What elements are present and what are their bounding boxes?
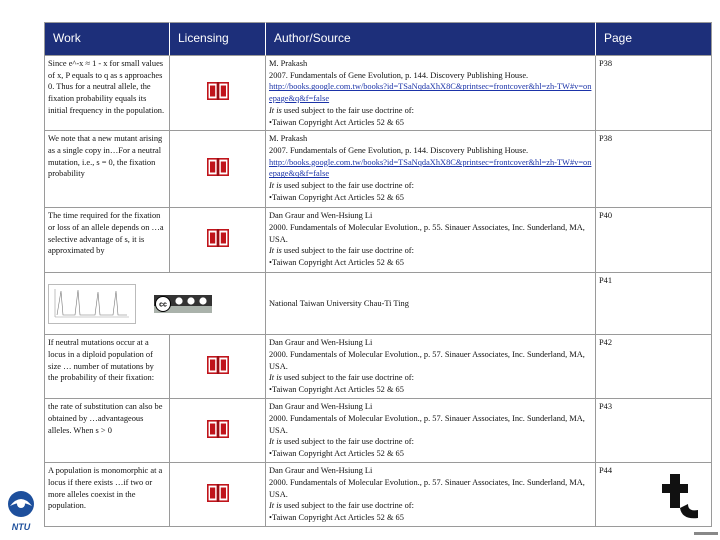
page-cell: P40 — [596, 208, 712, 273]
source-citation: 2000. Fundamentals of Molecular Evolution., p. 57. Sinauer Associates, Inc. Sunderland, MA, USA. — [269, 413, 585, 435]
source-citation: 2000. Fundamentals of Molecular Evolution., p. 55. Sinauer Associates, Inc. Sunderland, MA, USA. — [269, 222, 585, 244]
work-cell: the rate of substitution can also be obtained by …advantageous alleles. When s > 0 — [44, 399, 170, 463]
table-row — [44, 463, 712, 527]
attribution-table — [44, 22, 712, 527]
author-name: National Taiwan University Chau-Ti Ting — [269, 298, 409, 308]
work-cell: A population is monomorphic at a locus if there exists …if two or more alleles coexist in the population. — [44, 463, 170, 527]
work-cell: If neutral mutations occur at a locus in a diploid population of size … number of mutations by the probability of their fixation: — [44, 335, 170, 399]
licensing-cell — [170, 399, 266, 463]
source-citation: 2007. Fundamentals of Gene Evolution, p. 144. Discovery Publishing House. — [269, 145, 529, 155]
fair-use-note-italic: It is — [269, 181, 282, 191]
page-cell: P43 — [596, 399, 712, 463]
work-cell: We note that a new mutant arising as a single copy in…For a neutral mutation, i.e., s = 0, the fixation probability — [44, 131, 170, 208]
work-thumbnail-cell — [44, 273, 266, 335]
fair-use-note — [269, 372, 592, 384]
fair-use-note-text: used subject to the fair use doctrine of: — [281, 246, 414, 256]
svg-text:cc: cc — [159, 301, 167, 309]
author-source-cell — [266, 273, 596, 335]
work-cell: The time required for the fixation or loss of an allele depends on …a selective advantage of s, it is approximated by — [44, 208, 170, 273]
fair-use-note-italic: It is — [269, 105, 282, 115]
figure-thumbnail — [48, 284, 136, 324]
author-name: Dan Graur and Wen-Hsiung Li — [269, 338, 373, 348]
licensing-cell — [170, 335, 266, 399]
fair-use-note-text: used subject to the fair use doctrine of: — [281, 437, 414, 447]
fair-use-note-italic: It is — [269, 246, 282, 256]
fair-use-book-icon — [207, 420, 229, 438]
ntu-logo-icon — [2, 488, 40, 536]
page-cell: P44 — [596, 463, 712, 527]
table-header-row — [44, 22, 712, 56]
source-citation: 2000. Fundamentals of Molecular Evolution., p. 57. Sinauer Associates, Inc. Sunderland, MA, USA. — [269, 349, 585, 371]
author-source-cell — [266, 56, 596, 131]
header-page: Page — [596, 22, 712, 56]
author-name: Dan Graur and Wen-Hsiung Li — [269, 466, 373, 476]
copyright-law: •Taiwan Copyright Act Articles 52 & 65 — [269, 192, 404, 202]
fair-use-note-text: used subject to the fair use doctrine of: — [281, 501, 414, 511]
author-source-cell — [266, 399, 596, 463]
source-link[interactable]: http://books.google.com.tw/books?id=TSaNqdaXhX8C&printsec=frontcover&hl=zh-TW#v=onepage&q&f=false — [269, 82, 592, 104]
fair-use-note-text: used subject to the fair use doctrine of: — [281, 373, 414, 383]
fair-use-note-text: used subject to the fair use doctrine of: — [281, 181, 414, 191]
fair-use-book-icon — [207, 356, 229, 374]
licensing-cell — [170, 131, 266, 208]
header-work: Work — [44, 22, 170, 56]
header-author-source: Author/Source — [266, 22, 596, 56]
fair-use-note-italic: It is — [269, 373, 282, 383]
author-name: M. Prakash — [269, 59, 308, 68]
fair-use-book-icon — [207, 158, 229, 176]
page-cell: P38 — [596, 56, 712, 131]
table-row — [44, 208, 712, 273]
ntu-logo-text: NTU — [11, 522, 31, 532]
table-row — [44, 335, 712, 399]
licensing-cell — [170, 463, 266, 527]
ocw-logo-icon — [660, 470, 720, 540]
page-cell: P38 — [596, 131, 712, 208]
source-citation: 2000. Fundamentals of Molecular Evolution., p. 57. Sinauer Associates, Inc. Sunderland, MA, USA. — [269, 477, 585, 499]
licensing-cell — [170, 208, 266, 273]
author-name: Dan Graur and Wen-Hsiung Li — [269, 402, 373, 412]
work-cell: Since e^-x ≈ 1 - x for small values of x, P equals to q as s approaches 0. Thus for a neutral allele, the fixation probability equals its initial frequency in the population. — [44, 56, 170, 131]
table-row — [44, 399, 712, 463]
fair-use-note-text: used subject to the fair use doctrine of: — [281, 105, 414, 115]
source-link[interactable]: http://books.google.com.tw/books?id=TSaNqdaXhX8C&printsec=frontcover&hl=zh-TW#v=onepage&q&f=false — [269, 157, 592, 179]
copyright-law: •Taiwan Copyright Act Articles 52 & 65 — [269, 449, 404, 459]
fair-use-book-icon — [207, 484, 229, 502]
table-row — [44, 273, 712, 335]
fair-use-note-italic: It is — [269, 437, 282, 447]
fair-use-book-icon — [207, 229, 229, 247]
author-source-cell — [266, 208, 596, 273]
source-citation: 2007. Fundamentals of Gene Evolution, p. 144. Discovery Publishing House. — [269, 70, 529, 80]
fair-use-book-icon — [207, 82, 229, 100]
copyright-law: •Taiwan Copyright Act Articles 52 & 65 — [269, 385, 404, 395]
author-name: M. Prakash — [269, 134, 308, 144]
copyright-law: •Taiwan Copyright Act Articles 52 & 65 — [269, 117, 404, 127]
header-licensing: Licensing — [170, 22, 266, 56]
author-source-cell — [266, 463, 596, 527]
fair-use-note — [269, 436, 592, 448]
fair-use-note — [269, 180, 592, 192]
author-source-cell — [266, 131, 596, 208]
page-cell: P42 — [596, 335, 712, 399]
cc-by-nc-sa-icon — [154, 295, 212, 313]
copyright-law: •Taiwan Copyright Act Articles 52 & 65 — [269, 258, 404, 268]
copyright-law: •Taiwan Copyright Act Articles 52 & 65 — [269, 513, 404, 523]
fair-use-note — [269, 500, 592, 512]
fair-use-note — [269, 105, 592, 117]
author-name: Dan Graur and Wen-Hsiung Li — [269, 211, 373, 221]
page-cell: P41 — [596, 273, 712, 335]
author-source-cell — [266, 335, 596, 399]
fair-use-note-italic: It is — [269, 501, 282, 511]
licensing-cell — [170, 56, 266, 131]
fair-use-note — [269, 245, 592, 257]
table-row — [44, 56, 712, 131]
table-row — [44, 131, 712, 208]
